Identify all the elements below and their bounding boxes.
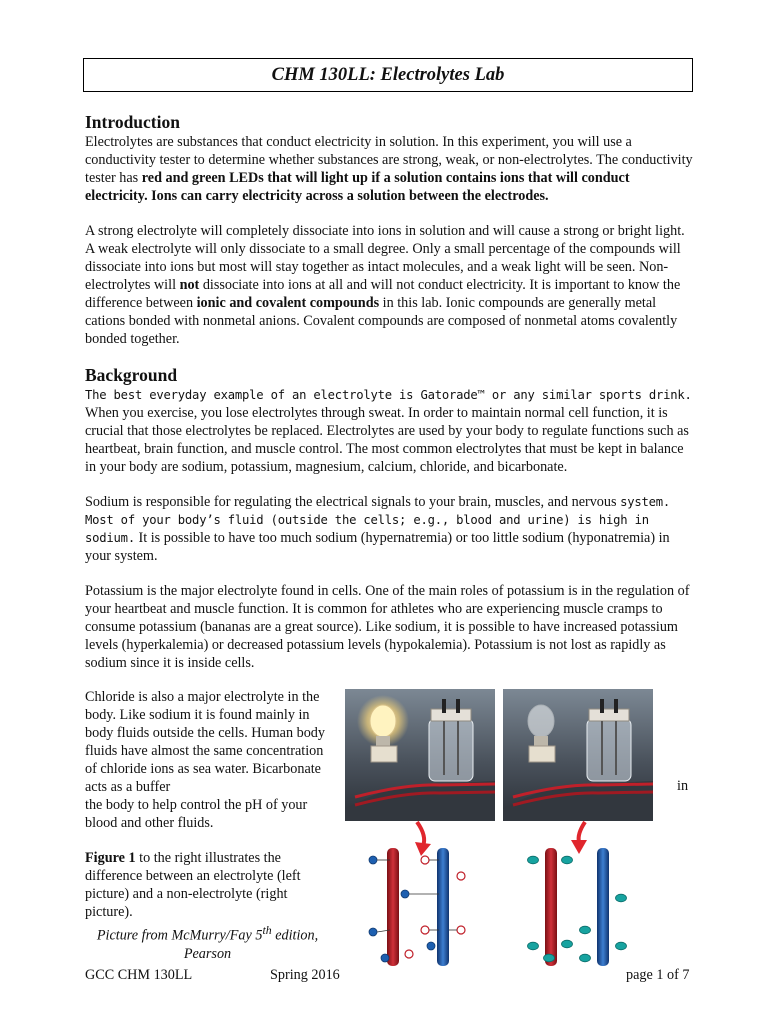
background-paragraph-1 xyxy=(85,386,693,476)
page-title-box xyxy=(83,58,693,92)
intro-p2-bold: ionic and covalent compounds xyxy=(196,295,380,311)
credit-text-a: Picture from McMurry/Fay 5 xyxy=(96,927,263,944)
figure-credit xyxy=(85,921,330,963)
page-title: CHM 130LL: Electrolytes Lab xyxy=(271,64,505,85)
background-heading: Background xyxy=(85,365,178,385)
background-paragraph-3: Potassium is the major electrolyte found in cells. One of the main roles of potassium is in the regulation of your heartbeat and muscle function. It is common for athletes who are experiencing muscle cramps to consume potassium (bananas are a great source). Like sodium, it is possible to have increased potassium levels (hyperkalemia) or decreased potassium levels (hypokalemia). Potassium is not lost as rapidly as sodium since it is inside cells. xyxy=(85,583,690,671)
intro-p2-not: not xyxy=(179,277,200,293)
anode-rod xyxy=(387,848,399,966)
intro-paragraph-2 xyxy=(85,222,693,348)
background-paragraph-2 xyxy=(85,493,693,565)
figure-label: Figure 1 xyxy=(85,850,136,866)
electrolyte-photo xyxy=(345,689,495,821)
chloride-in-word: in xyxy=(677,778,689,794)
introduction-heading: Introduction xyxy=(85,112,180,132)
bg-p1-text: When you exercise, you lose electrolytes through sweat. In order to maintain normal cell function, it is crucial that those electrolytes be replaced. Electrolytes are used by your body to regulate functions such as heartbeat, brain function, and muscle control. The most common electrolytes that must be kept in balance in your body are sodium, potassium, magnesium, calcium, chloride, and bicarbonate. xyxy=(85,405,689,475)
bg-p2-text-b: It is possible to have too much sodium (hypernatremia) or too little sodium (hyponatremia) in your system. xyxy=(85,530,670,564)
credit-publisher: Pearson xyxy=(183,945,232,962)
non-electrolyte-photo xyxy=(503,689,653,821)
anion-dots xyxy=(369,856,435,962)
bg-p1-mono: The best everyday example of an electrolyte is Gatorade™ or any similar sports drink. xyxy=(85,388,692,402)
cathode-rod xyxy=(597,848,609,966)
cathode-rod xyxy=(437,848,449,966)
conductivity-apparatus-lit-image xyxy=(345,689,495,821)
credit-text-b: edition, xyxy=(271,927,319,944)
electrode-ion-diagram xyxy=(345,818,675,968)
arrow-icon xyxy=(415,822,431,856)
bg-p2-text-a: Sodium is responsible for regulating the electrical signals to your brain, muscles, and nervous xyxy=(85,494,621,510)
intro-p1-text: Electrolytes are substances that conduct electricity in solution. In this experiment, you will use a conductivity tester to determine whether substances are strong, weak, or non-electrolytes. The conductivity tester has xyxy=(85,134,693,186)
footer-course: GCC CHM 130LL xyxy=(85,967,193,983)
credit-sup: th xyxy=(262,923,272,937)
intro-p2-text-c: in this lab. Ionic compounds are generally metal cations bonded with nonmetal anions. Covalent compounds are composed of nonmetal atoms covalently bonded together. xyxy=(85,295,678,347)
intro-paragraph-1 xyxy=(85,133,693,205)
intro-p2-text-b: dissociate into ions at all and will not conduct electricity. It is important to know the difference between xyxy=(85,277,681,311)
chloride-text: Chloride is also a major electrolyte in the body. Like sodium it is found mainly in body fluids outside the cells. Human body fluids have almost the same concentration of chloride ions as sea water. Bicarbonate acts as a buffer xyxy=(85,689,325,795)
intro-p1-bold: red and green LEDs that will light up if a solution contains ions that will conduct electricity. Ions can carry electricity across a solution between the electrodes. xyxy=(85,170,630,204)
intro-p2-text-a: A strong electrolyte will completely dissociate into ions in solution and will cause a strong or bright light. A weak electrolyte will only dissociate to a small degree. Only a small percentage of the compounds will dissociate into ions but most will stay together as intact molecules, and a weak light will be seen. Non-electrolytes will xyxy=(85,223,685,293)
chloride-paragraph xyxy=(85,688,330,832)
figure-caption-paragraph xyxy=(85,849,330,921)
conductivity-apparatus-unlit-image xyxy=(503,689,653,821)
figure-caption-text: to the right illustrates the difference between an electrolyte (left picture) and a non-electrolyte (right picture). xyxy=(85,850,301,920)
footer-term: Spring 2016 xyxy=(270,967,340,983)
arrow-icon xyxy=(571,822,587,854)
anode-rod xyxy=(545,848,557,966)
main-content xyxy=(85,112,693,689)
bg-p2-mono: system. Most of your body’s fluid (outside the cells; e.g., blood and urine) is high in sodium. xyxy=(85,495,671,545)
cation-dots xyxy=(405,856,465,958)
molecule-dots xyxy=(528,856,627,962)
footer-page-number: page 1 of 7 xyxy=(626,967,690,983)
chloride-text-cont: the body to help control the pH of your blood and other fluids. xyxy=(85,797,308,831)
